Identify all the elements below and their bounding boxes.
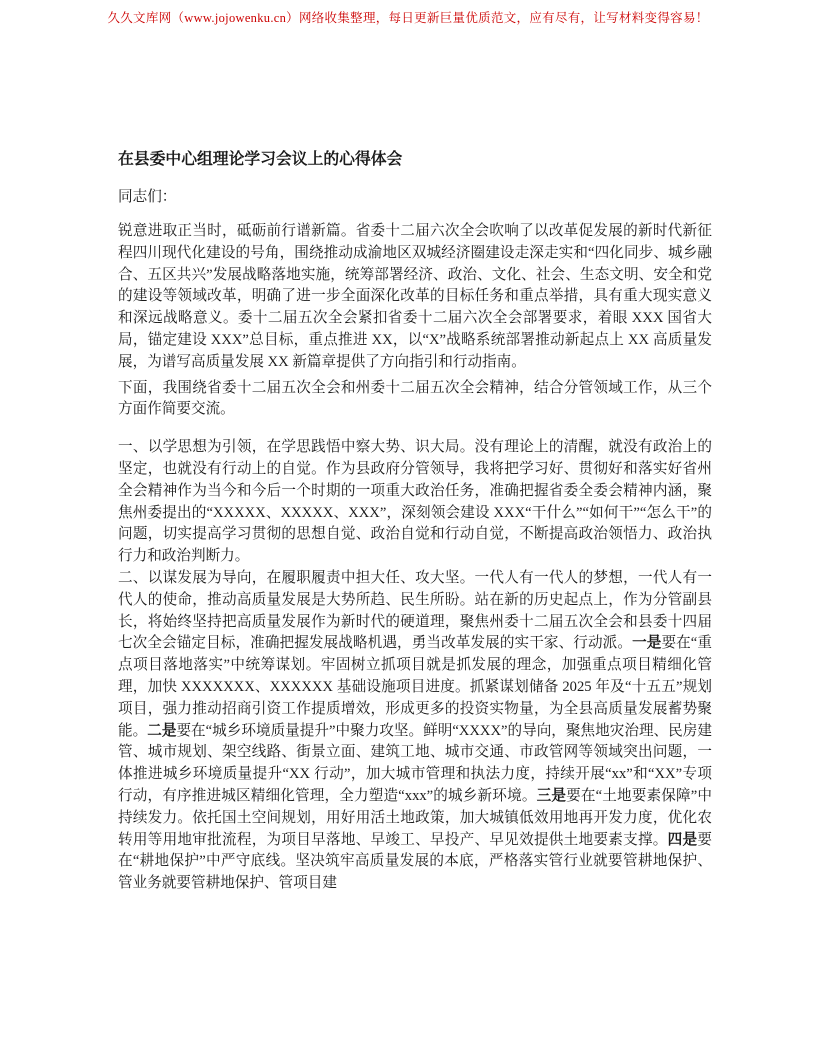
document-body <box>118 150 712 895</box>
point-2-label: 二是 <box>147 722 177 739</box>
paragraph-section-2 <box>118 568 712 895</box>
point-1-text: 要在“重点项目落地落实”中统筹谋划。牢固树立抓项目就是抓发展的理念，加强重点项目精细化管理，加快 XXXXXXX、XXXXXX 基础设施项目进度。抓紧谋划储备 2025 年及“十五五”规划项目，强力推动招商引资工作提质增效，形成更多的投资实物量，为全县高质量发展蓄势聚能。 <box>118 635 712 739</box>
point-4-label: 四是 <box>667 831 698 848</box>
point-3-text: 要在“土地要素保障”中持续发力。依托国土空间规划，用好用活土地政策，加大城镇低效用地再开发力度，优化农转用等用地审批流程，为项目早落地、早竣工、早投产、早见效提供土地要素支撑。 <box>118 787 712 848</box>
point-2-text: 要在“城乡环境质量提升”中聚力攻坚。鲜明“XXXX”的导向，聚焦地灾治理、民房建管、城市规划、架空线路、街景立面、建筑工地、城市交通、市政管网等领域突出问题，一体推进城乡环境质量提升“XX 行动”，加大城市管理和执法力度，持续开展“xx”和“XX”专项行动，有序推进城区精细化管理，全力塑造“xxx”的城乡新环境。 <box>118 722 712 804</box>
point-3-label: 三是 <box>536 787 567 804</box>
salutation: 同志们： <box>118 189 177 205</box>
watermark-header: 久久文库网（www.jojowenku.cn）网络收集整理，每日更新巨量优质范文，应有尽有，让写材料变得容易！ <box>107 11 709 25</box>
paragraph-section-1: 一、以学思想为引领，在学思践悟中察大势、识大局。没有理论上的清醒，就没有政治上的坚定，也就没有行动上的自觉。作为县政府分管领导，我将把学习好、贯彻好和落实好省州全会精神作为当今和今后一个时期的一项重大政治任务，准确把握省委全委会精神内涵，聚焦州委提出的“XXXXX、XXXXX、XXX”，深刻领会建设 XXX“干什么”“如何干”“怎么干”的问题，切实提高学习贯彻的思想自觉、政治自觉和行动自觉，不断提高政治领悟力、政治执行力和政治判断力。 <box>118 439 712 565</box>
point-4-text: 要在“耕地保护”中严守底线。坚决筑牢高质量发展的本底，严格落实管行业就要管耕地保护、管业务就要管耕地保护、管项目建 <box>118 831 712 892</box>
paragraph-transition: 下面，我围绕省委十二届五次全会和州委十二届五次全会精神，结合分管领域工作，从三个方面作简要交流。 <box>118 379 712 418</box>
paragraph-intro: 锐意进取正当时，砥砺前行谱新篇。省委十二届六次全会吹响了以改革促发展的新时代新征程四川现代化建设的号角，围绕推动成渝地区双城经济圈建设走深走实和“四化同步、城乡融合、五区共兴”发展战略落地实施，统筹部署经济、政治、文化、社会、生态文明、安全和党的建设等领域改革，明确了进一步全面深化改革的目标任务和重点举措，具有重大现实意义和深远战略意义。委十二届五次全会紧扣省委十二届六次全会部署要求，着眼 XXX 国省大局，锚定建设 XXX”总目标，重点推进 XX，以“X”战略系统部署推动新起点上 XX 高质量发展，为谱写高质量发展 XX 新篇章提供了方向指引和行动指南。 <box>118 223 712 370</box>
section-2-lead: 二、以谋发展为导向，在履职履责中担大任、攻大坚。一代人有一代人的梦想，一代人有一代人的使命，推动高质量发展是大势所趋、民生所盼。站在新的历史起点上，作为分管副县长，将始终坚持把高质量发展作为新时代的硬道理，聚焦州委十二届五次全会和县委十四届七次全会锚定目标，准确把握发展战略机遇，勇当改革发展的实干家、行动派。 <box>118 569 712 652</box>
point-1-label: 一是 <box>632 635 662 652</box>
document-title: 在县委中心组理论学习会议上的心得体会 <box>118 151 403 168</box>
